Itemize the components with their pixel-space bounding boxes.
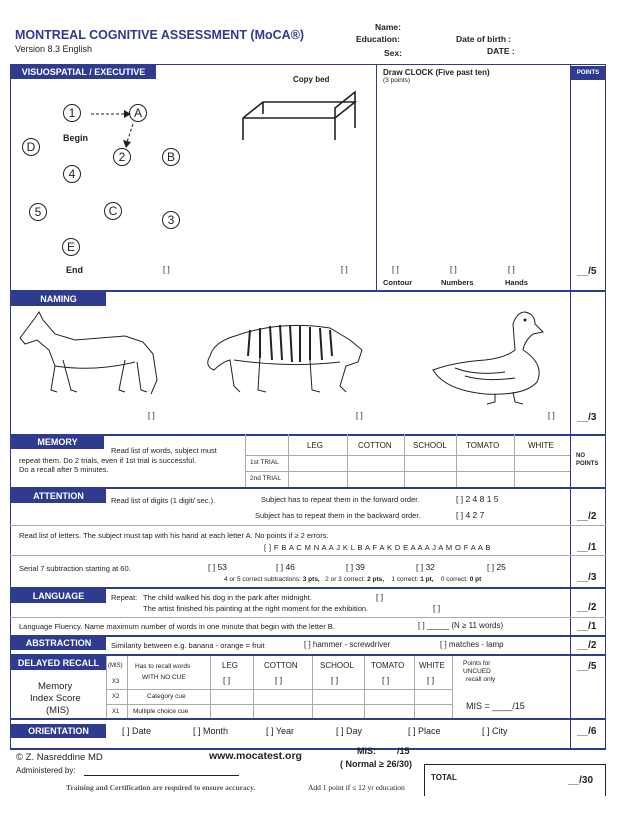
total-score[interactable]: __/30 <box>568 775 594 786</box>
footer-mis-label: MIS: <box>357 746 376 756</box>
memory-grid-v5 <box>514 434 515 487</box>
recall-points-recall-only: recall only <box>466 676 496 683</box>
attention-divider-2 <box>10 555 606 556</box>
duck-checkbox[interactable]: [ ] <box>548 411 555 420</box>
language-repeat-score[interactable]: __/2 <box>577 602 597 613</box>
delayed-recall-header: DELAYED RECALL <box>11 656 106 670</box>
recall-grid-v0 <box>106 656 107 718</box>
attention-header: ATTENTION <box>11 489 106 503</box>
total-label: TOTAL <box>431 773 457 782</box>
memory-instruction-1: Read list of words, subject must <box>111 446 217 455</box>
recall-x2: X2 <box>112 694 120 700</box>
footer-mis-total: /15 <box>397 746 410 756</box>
backward-digits[interactable]: [ ] 4 2 7 <box>456 510 485 520</box>
trail-node-c: C <box>104 202 122 220</box>
serial7-32[interactable]: [ ] 32 <box>416 562 435 572</box>
recall-with-no-cue: WITH NO CUE <box>142 674 186 681</box>
memory-grid-v1 <box>288 434 289 487</box>
recall-grid-v6 <box>414 656 415 718</box>
administered-by-label: Administered by: <box>16 766 76 775</box>
recall-grid-v7 <box>452 656 453 718</box>
administered-by-line[interactable] <box>84 775 239 776</box>
memory-grid-v0 <box>245 434 246 487</box>
memory-grid-v4 <box>456 434 457 487</box>
forward-instruction: Subject has to repeat them in the forward order. <box>261 495 420 504</box>
clock-points: (3 points) <box>383 77 411 84</box>
recall-grid-h2 <box>106 704 452 705</box>
abstraction-instruction: Similarity between e.g. banana - orange = fruit <box>111 641 265 650</box>
orientation-month[interactable]: [ ] Month <box>193 726 229 736</box>
total-box-top <box>424 764 606 765</box>
visuospatial-score[interactable]: __/5 <box>577 266 597 277</box>
repeat-sentence-2-checkbox[interactable]: [ ] <box>433 603 441 613</box>
recall-word-tomato: TOMATO <box>371 661 405 670</box>
points-header: POINTS <box>571 66 605 80</box>
memory-grid-v2 <box>347 434 348 487</box>
recall-tomato-checkbox[interactable]: [ ] <box>382 675 390 685</box>
duck-drawing <box>425 306 560 406</box>
abstraction-item-1[interactable]: [ ] hammer - screwdriver <box>304 640 391 649</box>
website-link[interactable]: www.mocatest.org <box>209 750 302 762</box>
abstraction-header: ABSTRACTION <box>11 636 106 650</box>
fluency-instruction: Language Fluency. Name maximum number of words in one minute that begin with the letter B. <box>19 622 335 631</box>
naming-header: NAMING <box>11 292 106 306</box>
fluency-answer[interactable]: [ ] _____ (N ≥ 11 words) <box>418 621 504 630</box>
serial7-instruction: Serial 7 subtraction starting at 60. <box>19 564 131 573</box>
total-box-right <box>605 764 606 796</box>
trail-node-d: D <box>22 138 40 156</box>
clock-numbers-checkbox[interactable]: [ ] <box>450 265 457 274</box>
trail-checkbox[interactable]: [ ] <box>163 265 170 274</box>
trail-node-4: 4 <box>63 165 81 183</box>
recall-word-school: SCHOOL <box>320 661 354 670</box>
mis-score-field[interactable]: MIS = ____/15 <box>466 701 525 711</box>
clock-hands-checkbox[interactable]: [ ] <box>508 265 515 274</box>
education-note: Add 1 point if ≤ 12 yr education <box>308 783 405 792</box>
recall-grid-v1 <box>127 656 128 718</box>
recall-grid-v2 <box>210 656 211 718</box>
frame-bottom <box>10 748 606 750</box>
trail-node-b: B <box>162 148 180 166</box>
memory-instruction-2: repeat them. Do 2 trials, even if 1st trial is successful. <box>19 456 197 465</box>
memory-word-white: WHITE <box>528 441 554 450</box>
normal-range: ( Normal ≥ 26/30) <box>340 759 412 769</box>
trail-begin-label: Begin <box>63 133 89 143</box>
recall-has-to-recall: Has to recall words <box>135 663 191 670</box>
form-version: Version 8.3 English <box>15 44 93 54</box>
recall-points-for: Points for <box>463 660 491 667</box>
letters-instruction: Read list of letters. The subject must tap with his hand at each letter A. No points if ≥ 2 errors. <box>19 531 329 540</box>
date-label: DATE : <box>487 46 515 56</box>
orientation-year[interactable]: [ ] Year <box>266 726 295 736</box>
tiger-drawing <box>200 316 370 396</box>
attention-serial-score[interactable]: __/3 <box>577 572 597 583</box>
sex-label: Sex: <box>384 48 402 58</box>
trail-end-label: End <box>66 265 83 275</box>
repeat-sentence-1: The child walked his dog in the park after midnight. <box>143 593 312 602</box>
forward-digits[interactable]: [ ] 2 4 8 1 5 <box>456 494 499 504</box>
horse-checkbox[interactable]: [ ] <box>148 411 155 420</box>
memory-grid-h1 <box>245 455 570 456</box>
clock-numbers-label: Numbers <box>441 278 474 287</box>
letters-sequence[interactable]: [ ] F B A C M N A A J K L B A F A K D E A A A J A M O F A A B <box>264 543 491 552</box>
language-divider <box>10 617 606 618</box>
memory-grid-v3 <box>404 434 405 487</box>
orientation-day[interactable]: [ ] Day <box>336 726 363 736</box>
total-box-left <box>424 764 425 796</box>
recall-leg-checkbox[interactable]: [ ] <box>223 675 231 685</box>
clock-hands-label: Hands <box>505 278 528 287</box>
recall-school-checkbox[interactable]: [ ] <box>331 675 339 685</box>
recall-category-cue: Category cue <box>147 693 186 700</box>
trail-node-a: A <box>129 104 147 122</box>
trail-node-3: 3 <box>162 211 180 229</box>
orientation-header: ORIENTATION <box>11 724 106 738</box>
delayed-recall-score[interactable]: __/5 <box>577 661 597 672</box>
memory-no-points-2: POINTS <box>576 461 599 467</box>
digits-instruction: Read list of digits (1 digit/ sec.). <box>111 496 216 505</box>
recall-grid-v3 <box>253 656 254 718</box>
abstraction-score[interactable]: __/2 <box>577 640 597 651</box>
name-label: Name: <box>375 22 401 32</box>
form-title: MONTREAL COGNITIVE ASSESSMENT (MoCA®) <box>15 28 305 42</box>
memory-word-leg: LEG <box>307 441 324 450</box>
backward-instruction: Subject has to repeat them in the backward order. <box>255 511 421 520</box>
clock-contour-label: Contour <box>383 278 413 287</box>
training-note: Training and Certification are required to ensure accuracy. <box>66 783 256 792</box>
trail-node-1: 1 <box>63 104 81 122</box>
memory-grid-h2 <box>245 471 570 472</box>
serial7-25[interactable]: [ ] 25 <box>487 562 506 572</box>
recall-grid-v5 <box>364 656 365 718</box>
education-label: Education: <box>356 34 400 44</box>
recall-grid-h1 <box>106 689 452 690</box>
language-fluency-score[interactable]: __/1 <box>577 621 597 632</box>
recall-mis-label: (MIS) <box>108 663 123 669</box>
trail-node-5: 5 <box>29 203 47 221</box>
memory-word-tomato: TOMATO <box>466 441 500 450</box>
recall-x1: X1 <box>112 709 120 715</box>
trail-node-e: E <box>62 238 80 256</box>
memory-instruction-3: Do a recall after 5 minutes. <box>19 465 109 474</box>
recall-word-white: WHITE <box>419 661 445 670</box>
divider-orientation <box>10 718 606 720</box>
serial7-53[interactable]: [ ] 53 <box>208 562 227 572</box>
language-header: LANGUAGE <box>11 589 106 603</box>
recall-grid-v4 <box>312 656 313 718</box>
repeat-sentence-1-checkbox[interactable]: [ ] <box>376 592 384 602</box>
serial7-note: 4 or 5 correct subtractions: 3 pts, 2 or 3 correct: 2 pts, 1 correct: 1 pt, 0 correct: 0 pt <box>224 576 482 583</box>
clock-contour-checkbox[interactable]: [ ] <box>392 265 399 274</box>
copyright: © Z. Nasreddine MD <box>16 752 103 763</box>
trail-node-2: 2 <box>113 148 131 166</box>
memory-index-1: Memory <box>38 681 73 692</box>
recall-points-uncued: UNCUED <box>463 668 491 675</box>
visuospatial-header: VISUOSPATIAL / EXECUTIVE <box>11 65 156 79</box>
dob-label: Date of birth : <box>456 34 512 44</box>
memory-index-3: (MIS) <box>46 705 70 716</box>
recall-multiple-choice-cue: Multiple choice cue <box>133 708 189 715</box>
recall-x3: X3 <box>112 679 120 685</box>
bed-drawing <box>235 88 375 148</box>
orientation-city[interactable]: [ ] City <box>482 726 508 736</box>
memory-header: MEMORY <box>11 435 104 449</box>
attention-letters-score[interactable]: __/1 <box>577 542 597 553</box>
recall-white-checkbox[interactable]: [ ] <box>427 675 435 685</box>
repeat-label: Repeat: <box>111 593 138 602</box>
trail-arrows <box>0 0 618 300</box>
serial7-39[interactable]: [ ] 39 <box>346 562 365 572</box>
bed-checkbox[interactable]: [ ] <box>341 265 348 274</box>
clock-title: Draw CLOCK (Five past ten) <box>383 68 490 77</box>
serial7-46[interactable]: [ ] 46 <box>276 562 295 572</box>
memory-trial-2: 2nd TRIAL <box>250 475 281 482</box>
repeat-sentence-2: The artist finished his painting at the right moment for the exhibition. <box>143 604 369 613</box>
horse-drawing <box>15 310 165 400</box>
tiger-checkbox[interactable]: [ ] <box>356 411 363 420</box>
memory-trial-1: 1st TRIAL <box>250 459 279 466</box>
orientation-date[interactable]: [ ] Date <box>122 726 152 736</box>
memory-word-school: SCHOOL <box>413 441 447 450</box>
memory-word-cotton: COTTON <box>358 441 392 450</box>
abstraction-item-2[interactable]: [ ] matches - lamp <box>440 640 504 649</box>
attention-divider-1 <box>10 525 606 526</box>
orientation-place[interactable]: [ ] Place <box>408 726 441 736</box>
copy-bed-label: Copy bed <box>293 75 330 84</box>
attention-digits-score[interactable]: __/2 <box>577 511 597 522</box>
orientation-score[interactable]: __/6 <box>577 726 597 737</box>
recall-word-cotton: COTTON <box>264 661 298 670</box>
recall-word-leg: LEG <box>222 661 239 670</box>
recall-cotton-checkbox[interactable]: [ ] <box>275 675 283 685</box>
memory-index-2: Index Score <box>30 693 81 704</box>
memory-no-points-1: NO <box>576 453 585 459</box>
naming-score[interactable]: __/3 <box>577 412 597 423</box>
